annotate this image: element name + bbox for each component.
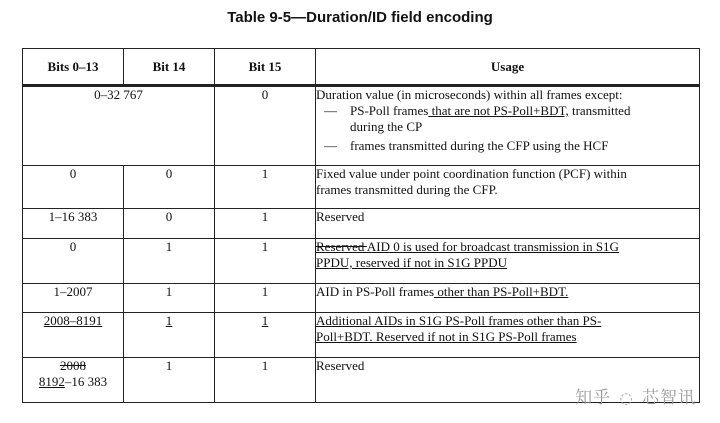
cell-usage (316, 86, 700, 166)
cell-bit-14: 1 (124, 284, 215, 313)
cell-usage: Fixed value under point coordination function (PCF) within frames transmitted during the CFP. (316, 166, 700, 209)
table-row (23, 313, 700, 358)
cell-bit-14: 1 (124, 239, 215, 284)
usage-bullet: — PS-Poll frames that are not PS-Poll+BDT, transmitted (324, 103, 631, 118)
inserted-text: AID 0 is used for broadcast transmission in S1G (366, 239, 619, 254)
cell-bits-0-13: 0 (23, 239, 124, 284)
table-row (23, 166, 700, 209)
cell-usage: Reserved (316, 209, 700, 239)
cell-bits-0-14: 0–32 767 (23, 86, 215, 166)
inserted-text: other than PS-Poll+BDT. (434, 284, 569, 299)
cell-usage: AID in PS-Poll frames other than PS-Poll+BDT. (316, 284, 700, 313)
wechat-bubble-icon: ◌ (619, 389, 634, 407)
usage-bullet: — frames transmitted during the CFP using the HCF (324, 138, 609, 153)
inserted-text: 8192 (38, 374, 65, 389)
deleted-text: Reserved (316, 239, 367, 254)
cell-usage: Additional AIDs in S1G PS-Poll frames other than PS- Poll+BDT. Reserved if not in S1G PS-Poll frames (316, 313, 700, 358)
deleted-text: 2008 (60, 358, 86, 373)
table-row (23, 86, 700, 166)
header-row (23, 49, 700, 86)
watermark (575, 383, 696, 408)
cell-bit-15: 1 (215, 166, 316, 209)
table-row (23, 284, 700, 313)
table-title: Table 9-5—Duration/ID field encoding (227, 9, 493, 26)
inserted-text: that are not PS-Poll+BDT, (428, 103, 569, 118)
cell-usage: Reserved (316, 358, 700, 403)
table-row (23, 209, 700, 239)
cell-usage (316, 239, 700, 284)
header-usage: Usage (316, 49, 700, 86)
table-row (23, 239, 700, 284)
cell-bit-15: 1 (215, 284, 316, 313)
cell-bits-0-13: 2008–8191 (23, 313, 124, 358)
usage-text: Duration value (in microseconds) within all frames except: (316, 87, 623, 102)
cell-bit-14: 1 (124, 313, 215, 358)
header-bits-0-13: Bits 0–13 (23, 49, 124, 86)
duration-id-table (22, 48, 700, 403)
cell-bit-14: 0 (124, 166, 215, 209)
watermark-name: 芯智讯 (642, 388, 696, 408)
header-bit-14: Bit 14 (124, 49, 215, 86)
cell-bit-15: 1 (215, 358, 316, 403)
cell-bit-15: 1 (215, 313, 316, 358)
cell-bits-0-13: 0 (23, 166, 124, 209)
cell-bit-15: 1 (215, 239, 316, 284)
watermark-prefix: 知乎 (575, 388, 612, 408)
usage-bullet-continuation: during the CP (350, 119, 423, 134)
cell-bits-0-13: 1–16 383 (23, 209, 124, 239)
cell-bits-0-13: 2008 8192–16 383 (23, 358, 124, 403)
cell-bit-15: 0 (215, 86, 316, 166)
inserted-text: PPDU, reserved if not in S1G PPDU (316, 255, 508, 270)
cell-bits-0-13: 1–2007 (23, 284, 124, 313)
cell-bit-15: 1 (215, 209, 316, 239)
cell-bit-14: 0 (124, 209, 215, 239)
header-bit-15: Bit 15 (215, 49, 316, 86)
cell-bit-14: 1 (124, 358, 215, 403)
